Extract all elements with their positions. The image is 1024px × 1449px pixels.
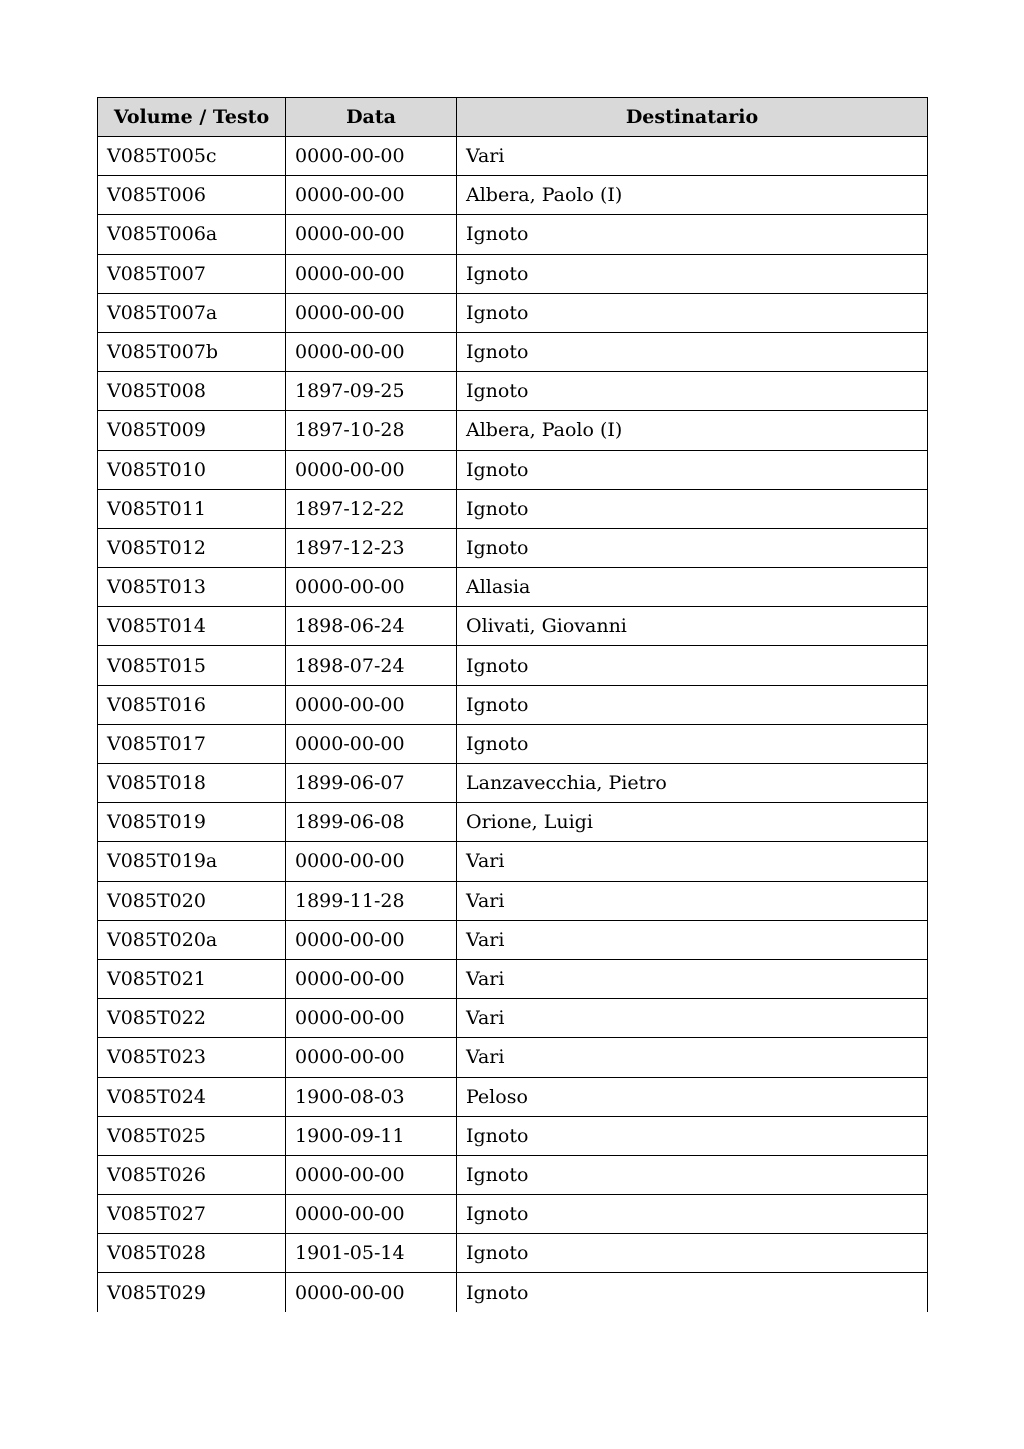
cell-destinatario: Peloso — [457, 1077, 928, 1116]
table-row — [98, 842, 928, 881]
cell-data: 1899-11-28 — [286, 881, 457, 920]
cell-destinatario: Ignoto — [457, 372, 928, 411]
cell-data: 1899-06-08 — [286, 803, 457, 842]
document-page — [97, 97, 927, 1312]
table-row — [98, 528, 928, 567]
cell-volume-testo: V085T017 — [98, 724, 286, 763]
table-row — [98, 803, 928, 842]
table-row — [98, 646, 928, 685]
cell-destinatario: Ignoto — [457, 1116, 928, 1155]
cell-volume-testo: V085T005c — [98, 137, 286, 176]
cell-data: 0000-00-00 — [286, 176, 457, 215]
cell-data: 0000-00-00 — [286, 215, 457, 254]
cell-data: 0000-00-00 — [286, 685, 457, 724]
cell-volume-testo: V085T010 — [98, 450, 286, 489]
cell-destinatario: Vari — [457, 881, 928, 920]
cell-volume-testo: V085T007 — [98, 254, 286, 293]
cell-destinatario: Vari — [457, 1038, 928, 1077]
cell-data: 0000-00-00 — [286, 1195, 457, 1234]
cell-data: 1899-06-07 — [286, 764, 457, 803]
cell-destinatario: Ignoto — [457, 724, 928, 763]
cell-data: 0000-00-00 — [286, 920, 457, 959]
cell-volume-testo: V085T018 — [98, 764, 286, 803]
header-destinatario: Destinatario — [457, 98, 928, 137]
cell-destinatario: Orione, Luigi — [457, 803, 928, 842]
table-row — [98, 450, 928, 489]
table-row — [98, 215, 928, 254]
table-row — [98, 1273, 928, 1312]
cell-volume-testo: V085T016 — [98, 685, 286, 724]
cell-data: 0000-00-00 — [286, 1273, 457, 1312]
cell-data: 1897-12-23 — [286, 528, 457, 567]
table-row — [98, 1077, 928, 1116]
cell-volume-testo: V085T015 — [98, 646, 286, 685]
cell-data: 0000-00-00 — [286, 332, 457, 371]
table-row — [98, 332, 928, 371]
cell-destinatario: Lanzavecchia, Pietro — [457, 764, 928, 803]
table-row — [98, 411, 928, 450]
cell-volume-testo: V085T027 — [98, 1195, 286, 1234]
table-row — [98, 881, 928, 920]
letters-table — [97, 97, 928, 1312]
cell-data: 0000-00-00 — [286, 999, 457, 1038]
cell-destinatario: Ignoto — [457, 254, 928, 293]
cell-volume-testo: V085T006a — [98, 215, 286, 254]
cell-volume-testo: V085T019 — [98, 803, 286, 842]
cell-volume-testo: V085T023 — [98, 1038, 286, 1077]
table-row — [98, 176, 928, 215]
table-row — [98, 724, 928, 763]
cell-destinatario: Albera, Paolo (I) — [457, 411, 928, 450]
cell-volume-testo: V085T021 — [98, 959, 286, 998]
table-row — [98, 1038, 928, 1077]
cell-destinatario: Ignoto — [457, 1234, 928, 1273]
cell-data: 0000-00-00 — [286, 959, 457, 998]
cell-volume-testo: V085T025 — [98, 1116, 286, 1155]
cell-volume-testo: V085T007b — [98, 332, 286, 371]
cell-destinatario: Ignoto — [457, 489, 928, 528]
cell-volume-testo: V085T020a — [98, 920, 286, 959]
table-row — [98, 685, 928, 724]
cell-destinatario: Vari — [457, 920, 928, 959]
table-row — [98, 1116, 928, 1155]
cell-data: 0000-00-00 — [286, 1038, 457, 1077]
cell-data: 0000-00-00 — [286, 724, 457, 763]
cell-volume-testo: V085T006 — [98, 176, 286, 215]
cell-volume-testo: V085T012 — [98, 528, 286, 567]
cell-data: 1897-12-22 — [286, 489, 457, 528]
cell-volume-testo: V085T011 — [98, 489, 286, 528]
cell-destinatario: Olivati, Giovanni — [457, 607, 928, 646]
header-volume-testo: Volume / Testo — [98, 98, 286, 137]
cell-data: 1901-05-14 — [286, 1234, 457, 1273]
cell-volume-testo: V085T019a — [98, 842, 286, 881]
table-row — [98, 1195, 928, 1234]
cell-destinatario: Ignoto — [457, 528, 928, 567]
table-row — [98, 1234, 928, 1273]
cell-destinatario: Allasia — [457, 568, 928, 607]
table-row — [98, 372, 928, 411]
header-data: Data — [286, 98, 457, 137]
table-row — [98, 607, 928, 646]
cell-data: 1900-08-03 — [286, 1077, 457, 1116]
cell-data: 0000-00-00 — [286, 842, 457, 881]
table-row — [98, 254, 928, 293]
cell-volume-testo: V085T007a — [98, 293, 286, 332]
cell-volume-testo: V085T026 — [98, 1155, 286, 1194]
cell-data: 0000-00-00 — [286, 568, 457, 607]
table-row — [98, 764, 928, 803]
table-body — [98, 137, 928, 1313]
cell-volume-testo: V085T024 — [98, 1077, 286, 1116]
cell-volume-testo: V085T020 — [98, 881, 286, 920]
table-row — [98, 489, 928, 528]
cell-destinatario: Albera, Paolo (I) — [457, 176, 928, 215]
cell-destinatario: Vari — [457, 137, 928, 176]
cell-destinatario: Ignoto — [457, 685, 928, 724]
table-row — [98, 1155, 928, 1194]
cell-data: 0000-00-00 — [286, 137, 457, 176]
cell-data: 1898-07-24 — [286, 646, 457, 685]
cell-destinatario: Ignoto — [457, 1273, 928, 1312]
cell-destinatario: Vari — [457, 959, 928, 998]
cell-volume-testo: V085T009 — [98, 411, 286, 450]
cell-destinatario: Ignoto — [457, 215, 928, 254]
cell-volume-testo: V085T008 — [98, 372, 286, 411]
table-row — [98, 293, 928, 332]
cell-data: 0000-00-00 — [286, 450, 457, 489]
cell-destinatario: Vari — [457, 999, 928, 1038]
cell-data: 0000-00-00 — [286, 293, 457, 332]
table-row — [98, 137, 928, 176]
cell-data: 0000-00-00 — [286, 254, 457, 293]
cell-data: 1898-06-24 — [286, 607, 457, 646]
cell-volume-testo: V085T013 — [98, 568, 286, 607]
table-row — [98, 568, 928, 607]
cell-destinatario: Ignoto — [457, 1155, 928, 1194]
cell-data: 1897-09-25 — [286, 372, 457, 411]
table-row — [98, 959, 928, 998]
cell-volume-testo: V085T029 — [98, 1273, 286, 1312]
cell-destinatario: Ignoto — [457, 293, 928, 332]
cell-volume-testo: V085T014 — [98, 607, 286, 646]
cell-destinatario: Vari — [457, 842, 928, 881]
cell-destinatario: Ignoto — [457, 450, 928, 489]
table-row — [98, 999, 928, 1038]
cell-volume-testo: V085T028 — [98, 1234, 286, 1273]
cell-data: 1897-10-28 — [286, 411, 457, 450]
cell-data: 1900-09-11 — [286, 1116, 457, 1155]
table-header-row — [98, 98, 928, 137]
cell-data: 0000-00-00 — [286, 1155, 457, 1194]
cell-volume-testo: V085T022 — [98, 999, 286, 1038]
table-row — [98, 920, 928, 959]
cell-destinatario: Ignoto — [457, 646, 928, 685]
cell-destinatario: Ignoto — [457, 1195, 928, 1234]
cell-destinatario: Ignoto — [457, 332, 928, 371]
